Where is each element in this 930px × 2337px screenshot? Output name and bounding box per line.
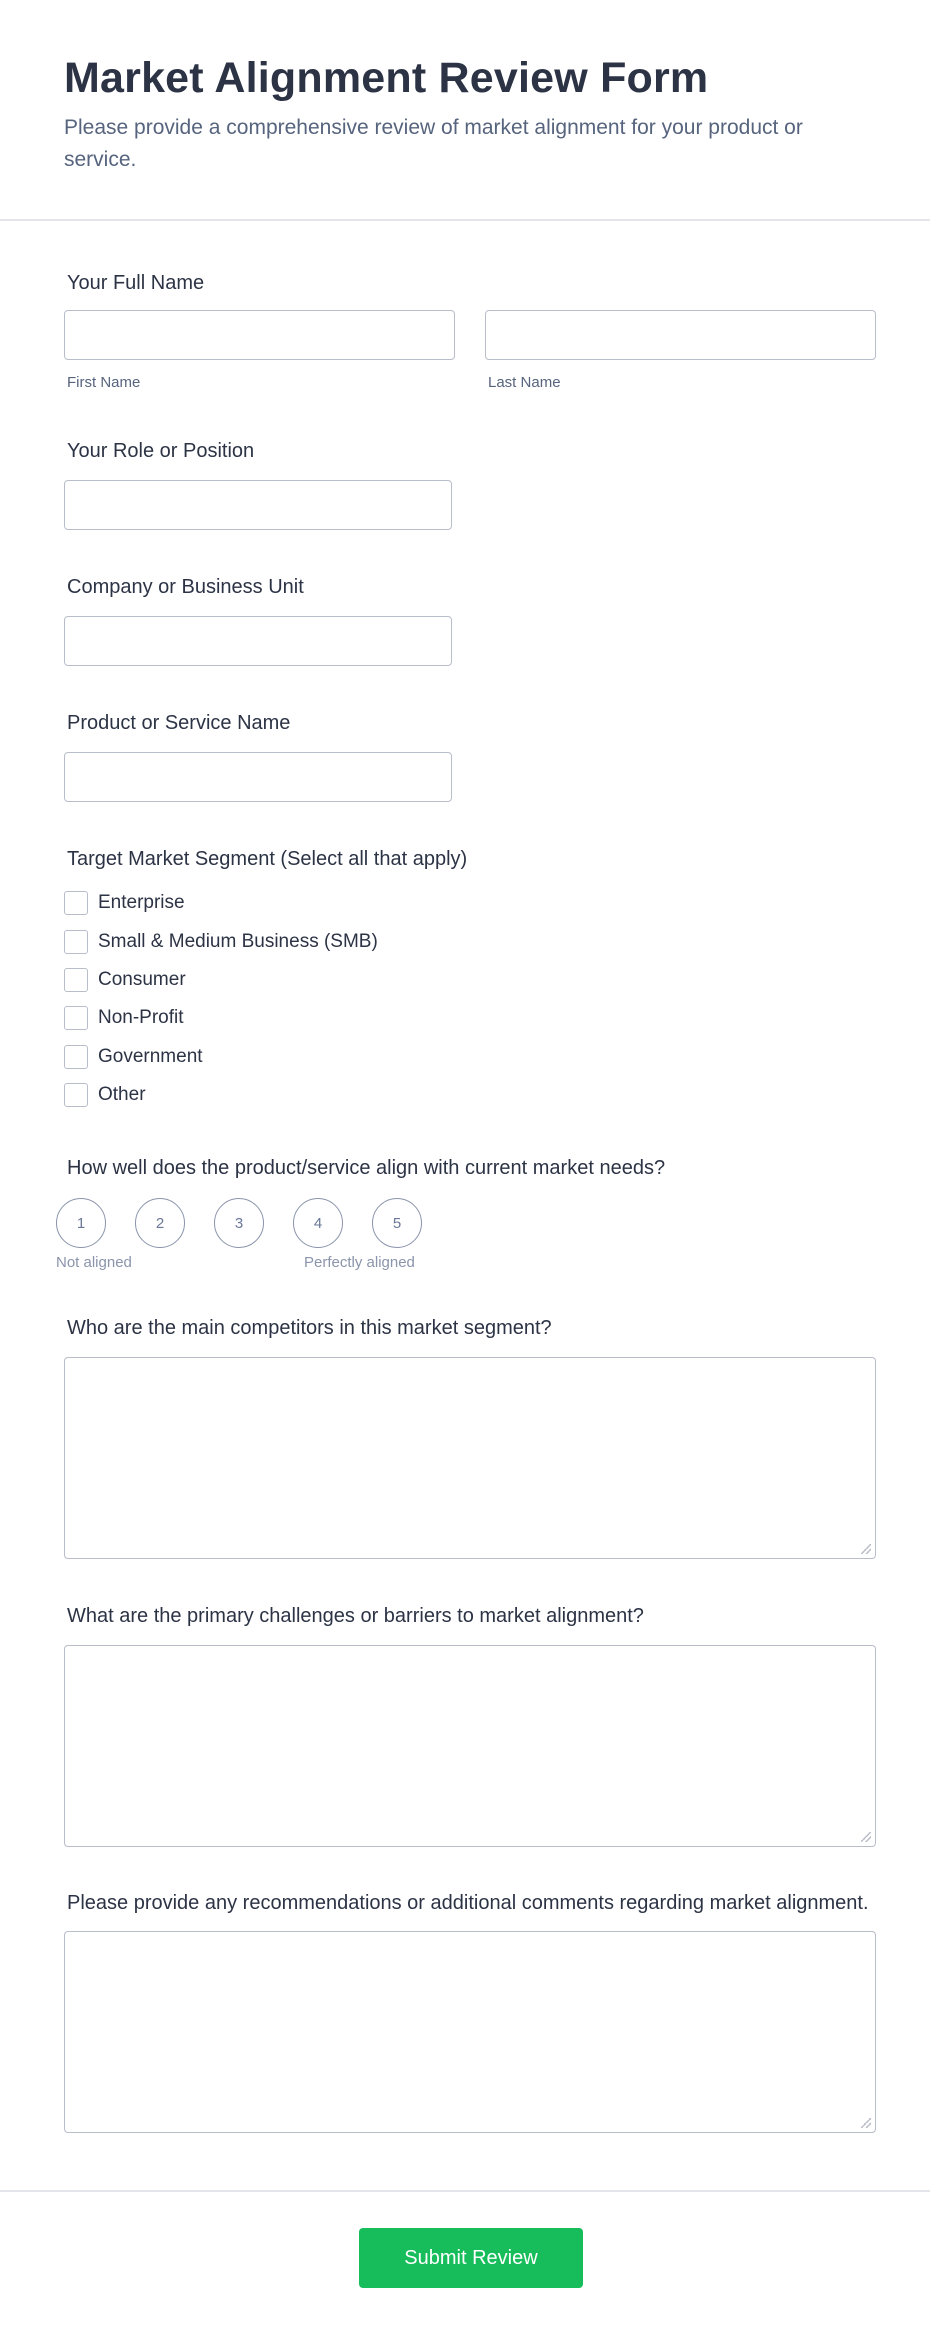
full-name-label: Your Full Name [67,272,205,294]
company-label: Company or Business Unit [67,576,304,598]
first-name-sublabel: First Name [67,374,141,391]
resize-handle-icon[interactable] [861,2118,871,2128]
segment-option-consumer[interactable] [64,961,467,999]
submit-review-button[interactable]: Submit Review [359,2228,583,2288]
segment-option-smb[interactable] [64,922,467,960]
checkbox[interactable] [64,968,88,992]
segment-option-other[interactable] [64,1076,467,1114]
product-input[interactable] [64,752,452,802]
full-name-field [64,270,876,391]
page-title: Market Alignment Review Form [64,54,709,102]
checkbox-label: Consumer [98,968,186,990]
competitors-textarea[interactable] [64,1357,876,1559]
recommendations-textarea[interactable] [64,1931,876,2133]
segment-option-government[interactable] [64,1038,467,1076]
alignment-label: How well does the product/service align with current market needs? [67,1157,666,1179]
scale-min-caption: Not aligned [56,1254,132,1271]
recommendations-label: Please provide any recommendations or additional comments regarding market alignment. [67,1892,869,1914]
recommendations-field [64,1891,876,2133]
competitors-label: Who are the main competitors in this market segment? [67,1317,552,1339]
scale-option-5[interactable]: 5 [372,1198,422,1248]
product-label: Product or Service Name [67,712,291,734]
competitors-field [64,1315,876,1559]
checkbox-label: Other [98,1084,146,1106]
segment-options [64,884,467,1114]
checkbox[interactable] [64,1045,88,1069]
resize-handle-icon[interactable] [861,1544,871,1554]
form-footer [0,2190,930,2337]
company-input[interactable] [64,616,452,666]
challenges-label: What are the primary challenges or barriers to market alignment? [67,1605,644,1627]
scale-option-3[interactable]: 3 [214,1198,264,1248]
last-name-sublabel: Last Name [488,374,561,391]
alignment-field [64,1155,665,1181]
checkbox[interactable] [64,1083,88,1107]
segment-option-non-profit[interactable] [64,999,467,1037]
checkbox-label: Small & Medium Business (SMB) [98,930,378,952]
segment-label: Target Market Segment (Select all that apply) [67,848,468,870]
first-name-input[interactable] [64,310,455,360]
checkbox[interactable] [64,891,88,915]
scale-option-4[interactable]: 4 [293,1198,343,1248]
challenges-textarea[interactable] [64,1645,876,1847]
product-field [64,710,452,802]
last-name-input[interactable] [485,310,876,360]
checkbox-label: Enterprise [98,892,185,914]
resize-handle-icon[interactable] [861,1832,871,1842]
segment-field [64,846,467,1114]
checkbox-label: Government [98,1045,203,1067]
role-input[interactable] [64,480,452,530]
page-subtitle: Please provide a comprehensive review of market alignment for your product or service. [64,116,803,171]
role-field [64,438,452,530]
scale-option-1[interactable]: 1 [56,1198,106,1248]
alignment-scale [56,1198,451,1271]
checkbox[interactable] [64,1006,88,1030]
form-header [0,0,930,221]
checkbox-label: Non-Profit [98,1007,184,1029]
company-field [64,574,452,666]
scale-max-caption: Perfectly aligned [304,1254,415,1271]
scale-option-2[interactable]: 2 [135,1198,185,1248]
role-label: Your Role or Position [67,440,255,462]
segment-option-enterprise[interactable] [64,884,467,922]
checkbox[interactable] [64,930,88,954]
challenges-field [64,1603,876,1847]
